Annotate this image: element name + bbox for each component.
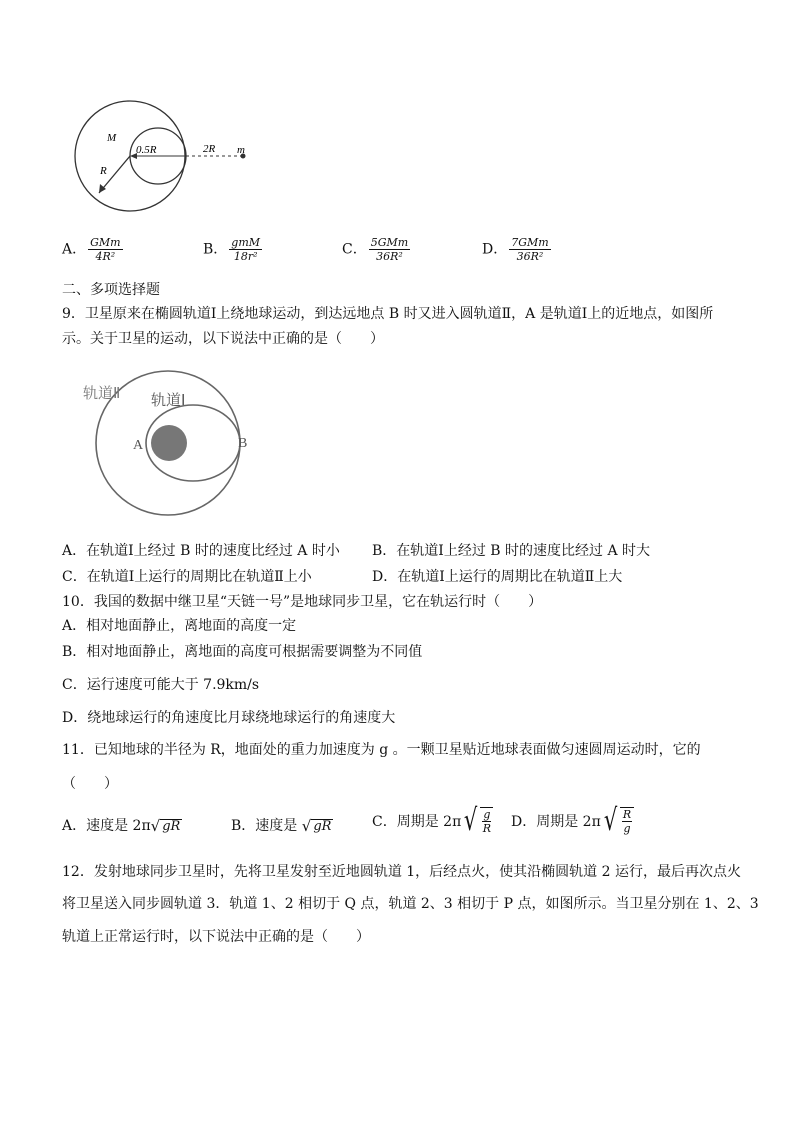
q9-option-d: D．在轨道Ⅰ上运行的周期比在轨道Ⅱ上大: [372, 569, 623, 585]
q9-option-b: B．在轨道Ⅰ上经过 B 时的速度比经过 A 时大: [372, 543, 651, 559]
figure-q8-spheres: [70, 96, 270, 216]
q8-c-denominator: 36R²: [376, 250, 403, 263]
earth-disc: [151, 425, 187, 461]
q9-option-c: C．在轨道Ⅰ上运行的周期比在轨道Ⅱ上小: [62, 569, 312, 585]
sqrt-gR-a: √ gR: [150, 816, 181, 835]
q11-option-c: C．周期是 2π √ g R: [372, 806, 493, 836]
label-point-a: A: [133, 438, 144, 453]
q8-d-denominator: 36R²: [516, 250, 544, 263]
q12-stem-line2: 将卫星送入同步圆轨道 3．轨道 1、2 相切于 Q 点，轨道 2、3 相切于 P 点，如图所示。当卫星分别在 1、2、3: [62, 896, 759, 912]
q8-a-numerator: GMm: [90, 236, 121, 249]
q11-stem-line2: （ ）: [62, 776, 118, 792]
q9-stem-line1: 9．卫星原来在椭圆轨道Ⅰ上绕地球运动，到达远地点 B 时又进入圆轨道Ⅱ，A 是轨道Ⅰ上的近地点，如图所: [62, 306, 714, 322]
sqrt-R-over-g: √ R g: [601, 806, 634, 836]
q12-stem-line3: 轨道上正常运行时，以下说法中正确的是（ ）: [62, 929, 370, 945]
q8-a-denominator: 4R²: [95, 250, 116, 263]
q8-option-c: C． $\frac{\text{5GMm}}{\text{36R²}}$: [342, 236, 409, 263]
q11-option-b: B．速度是 √ gR: [231, 816, 332, 835]
label-R: R: [100, 165, 107, 177]
q11-option-a: A．速度是 2π √ gR: [62, 816, 181, 835]
q8-d-numerator: 7GMm: [511, 236, 549, 249]
label-2R: 2R: [203, 143, 216, 155]
q8-b-numerator: gmM: [231, 236, 261, 249]
q8-option-b: B． $\frac{\text{gmM}}{\text{18r²}}$: [203, 236, 261, 263]
q11-option-d: D．周期是 2π √ R g: [511, 806, 634, 836]
q9-stem-line2: 示。关于卫星的运动，以下说法中正确的是（ ）: [62, 331, 384, 347]
q11-stem-line1: 11．已知地球的半径为 R，地面处的重力加速度为 g 。一颗卫星贴近地球表面做匀速圆周运动时，它的: [62, 742, 701, 758]
sqrt-gR-b: √ gR: [301, 816, 332, 835]
q10-option-a: A．相对地面静止，离地面的高度一定: [62, 618, 297, 634]
q8-option-a: A． $\frac{\text{GMm}}{\text{4R²}}$: [62, 236, 121, 263]
figure-q9-orbits: [78, 370, 268, 520]
q8-c-numerator: 5GMm: [370, 236, 409, 249]
q8-option-d: D． $\frac{\text{7GMm}}{\text{36R²}}$: [482, 236, 549, 263]
label-point-b: B: [238, 436, 248, 451]
label-m: m: [237, 144, 245, 156]
label-orbit-2: 轨道Ⅱ: [83, 384, 121, 402]
section-heading-multi-choice: 二、多项选择题: [62, 282, 160, 298]
q12-stem-line1: 12．发射地球同步卫星时，先将卫星发射至近地圆轨道 1，后经点火，使其沿椭圆轨道 2 运行，最后再次点火: [62, 864, 741, 880]
label-0-5R: 0.5R: [136, 144, 157, 156]
label-orbit-1: 轨道Ⅰ: [151, 391, 186, 409]
q10-stem: 10．我国的数据中继卫星“天链一号”是地球同步卫星，它在轨运行时（ ）: [62, 594, 543, 610]
label-M: M: [107, 132, 117, 144]
q9-option-a: A．在轨道Ⅰ上经过 B 时的速度比经过 A 时小: [62, 543, 340, 559]
q10-option-c: C．运行速度可能大于 7.9km/s: [62, 677, 260, 693]
sqrt-g-over-R: √ g R: [461, 806, 493, 836]
q10-option-b: B．相对地面静止，离地面的高度可根据需要调整为不同值: [62, 644, 423, 660]
q10-option-d: D．绕地球运行的角速度比月球绕地球运行的角速度大: [62, 710, 396, 726]
q8-b-denominator: 18r²: [233, 250, 258, 263]
